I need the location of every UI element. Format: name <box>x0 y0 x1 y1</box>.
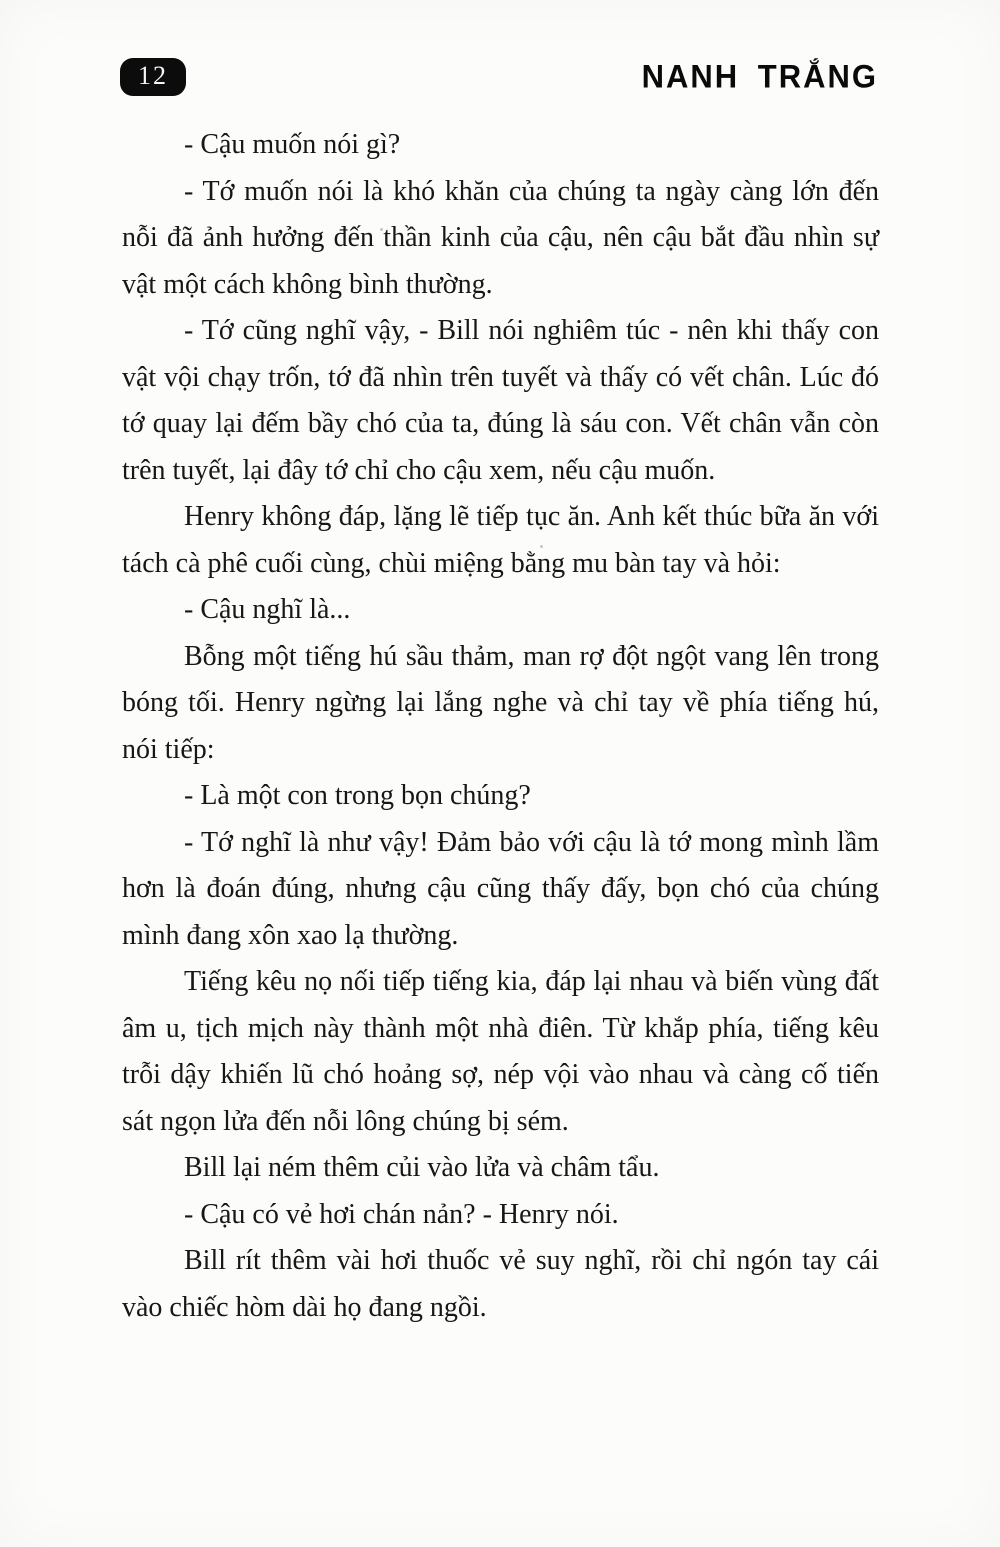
paragraph: - Cậu có vẻ hơi chán nản? - Henry nói. <box>184 1198 619 1230</box>
paragraph: Henry không đáp, lặng lẽ tiếp tục ăn. Anh kết thúc bữa ăn với tách cà phê cuối cùng, chùi miệng bằng mu bàn tay và hỏi: <box>122 501 879 579</box>
paragraph: - Tớ cũng nghĩ vậy, - Bill nói nghiêm túc - nên khi thấy con vật vội chạy trốn, tớ đã nhìn trên tuyết và thấy có vết chân. Lúc đó tớ quay lại đếm bầy chó của ta, đúng là sáu con. Vết chân vẫn còn trên tuyết, lại đây tớ chỉ cho cậu xem, nếu cậu muốn. <box>122 315 879 486</box>
paragraph: - Là một con trong bọn chúng? <box>184 780 531 811</box>
page-number-badge: 12 <box>120 58 186 96</box>
paragraph: - Tớ nghĩ là như vậy! Đảm bảo với cậu là tớ mong mình lầm hơn là đoán đúng, nhưng cậu cũng thấy đấy, bọn chó của chúng mình đang xôn xao lạ thường. <box>122 826 879 951</box>
scan-speck <box>651 700 654 703</box>
paragraph: Bỗng một tiếng hú sầu thảm, man rợ đột ngột vang lên trong bóng tối. Henry ngừng lại lắng nghe và chỉ tay về phía tiếng hú, nói tiếp: <box>122 640 879 765</box>
paragraph: Tiếng kêu nọ nối tiếp tiếng kia, đáp lại nhau và biến vùng đất âm u, tịch mịch này thành một nhà điên. Từ khắp phía, tiếng kêu trỗi dậy khiến lũ chó hoảng sợ, nép vội vào nhau và càng cố tiến sát ngọn lửa đến nỗi lông chúng bị sém. <box>122 966 879 1137</box>
paragraph: - Tớ muốn nói là khó khăn của chúng ta ngày càng lớn đến nỗi đã ảnh hưởng đến thần kinh của cậu, nên cậu bắt đầu nhìn sự vật một cách không bình thường. <box>122 175 879 300</box>
body-text <box>122 122 879 1331</box>
book-title: NANH TRẮNG <box>641 58 878 95</box>
paragraph: Bill rít thêm vài hơi thuốc vẻ suy nghĩ, rồi chỉ ngón tay cái vào chiếc hòm dài họ đang ngồi. <box>122 1245 879 1323</box>
scan-speck <box>380 228 383 231</box>
scan-speck <box>540 545 543 548</box>
paragraph: Bill lại ném thêm củi vào lửa và châm tẩu. <box>184 1152 660 1183</box>
page-header <box>120 56 878 98</box>
paragraph: - Cậu muốn nói gì? <box>184 129 401 160</box>
paragraph: - Cậu nghĩ là... <box>184 594 351 625</box>
